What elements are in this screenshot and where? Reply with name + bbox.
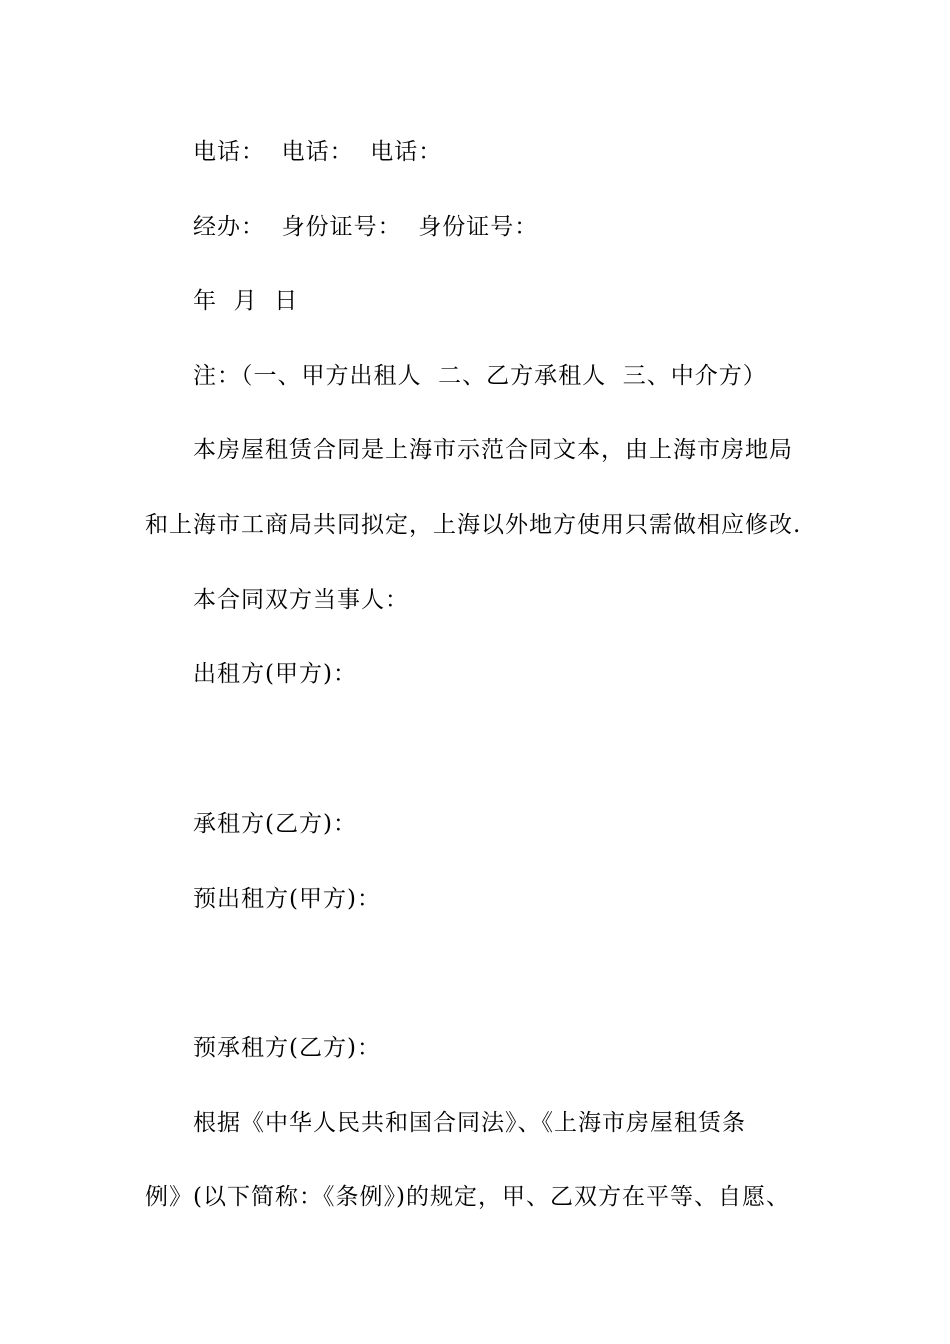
basis-paragraph-line-1: 根据《中华人民共和国合同法》、《上海市房屋租赁条 [193, 1110, 746, 1136]
lessee-line: 承租方(乙方)： [193, 811, 357, 837]
phone-line: 电话： 电话： 电话： [193, 139, 443, 165]
intro-paragraph-line-2: 和上海市工商局共同拟定，上海以外地方使用只需做相应修改. [145, 512, 802, 538]
parties-heading: 本合同双方当事人： [193, 587, 409, 613]
basis-paragraph-line-2: 例》(以下简称：《条例》)的规定，甲、乙双方在平等、自愿、 [145, 1184, 790, 1210]
note-line: 注：（一、甲方出租人 二、乙方承租人 三、中介方） [193, 363, 767, 389]
intro-paragraph-line-1: 本房屋租赁合同是上海市示范合同文本，由上海市房地局 [193, 437, 793, 463]
pre-lessor-line: 预出租方(甲方)： [193, 886, 381, 912]
agent-id-line: 经办： 身份证号： 身份证号： [193, 214, 539, 240]
lessor-line: 出租方(甲方)： [193, 661, 357, 687]
pre-lessee-line: 预承租方(乙方)： [193, 1035, 381, 1061]
date-line: 年 月 日 [193, 288, 299, 314]
